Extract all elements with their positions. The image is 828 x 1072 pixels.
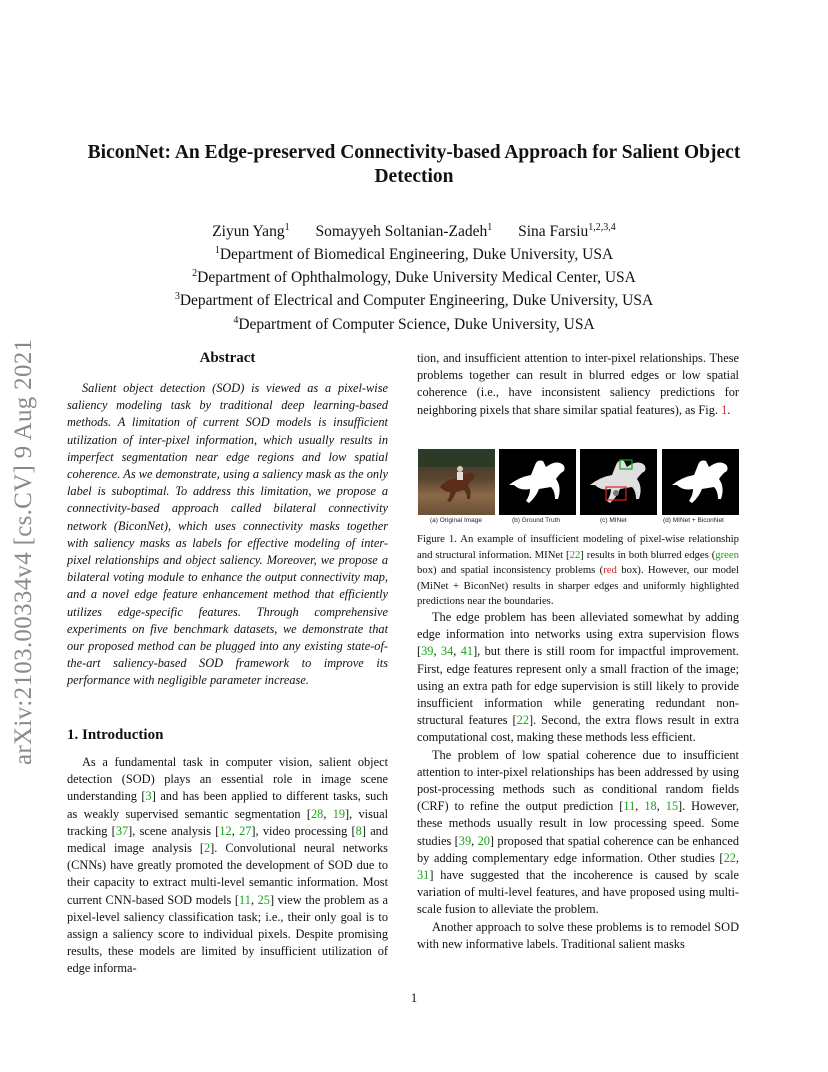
affiliation-3: $^3$Department of Electrical and Computer Engineering, Duke University, USA (174, 291, 654, 310)
citation-link[interactable]: 22 (569, 548, 581, 561)
citation-link[interactable]: 28 (310, 806, 324, 821)
right-column-body (417, 609, 739, 953)
author-3: Sina Farsiu (518, 223, 589, 241)
citation-link[interactable]: 41 (460, 644, 474, 659)
figure-panel-original (418, 449, 495, 515)
citation-link[interactable]: 31 (417, 868, 430, 883)
citation-link[interactable]: 34 (440, 644, 454, 659)
citation-link[interactable]: 20 (477, 833, 490, 848)
introduction-paragraph: As a fundamental task in computer vision, salient object detection (SOD) plays an essential role in image scene understanding [3] and has been applied to different tasks, such as weakly supervised semantic segmentation [28, 19], visual tracking [37], scene analysis [12, 27], video processing [8] and medical image analysis [2]. Convolutional neural networks (CNNs) have greatly promoted the development of SOD due to their capacity to extract multi-level semantic information. Most current CNN-based SOD models [11, 25] view the problem as a pixel-level saliency classification task; i.e., their only goal is to assign a saliency score to individual pixels. Despite promising results, these models are limited by insufficient utilization of edge informa- (67, 755, 389, 976)
author-2: Somayyeh Soltanian-Zadeh (315, 223, 488, 241)
abstract-heading: Abstract (199, 350, 256, 366)
citation-link[interactable]: 22 (516, 713, 529, 728)
citation-link[interactable]: 3 (145, 789, 152, 804)
citation-link[interactable]: 22 (723, 850, 736, 865)
paragraph-edge-problem: The edge problem has been alleviated somewhat by adding edge information into networks using extra supervision flows [39, 34, 41], but there is still room for impactful improvement. First, edge features represent only a small fraction of the image; using an extra path for edge supervision is still likely to provide insufficient information while generating redundant non-structural features [22]. Second, the extra flows result in extra computational cost, making these methods less efficient. (417, 610, 739, 745)
introduction-heading: 1. Introduction (67, 727, 164, 743)
citation-link[interactable]: 12 (219, 823, 232, 838)
citation-link[interactable]: 39 (421, 644, 434, 659)
subcaption-minet: (c) MINet (600, 517, 627, 524)
citation-link[interactable]: 11 (623, 799, 636, 814)
citation-link[interactable]: 2 (204, 841, 211, 856)
subcaption-ground-truth: (b) Ground Truth (512, 517, 561, 524)
title-line-2: Detection (374, 166, 454, 187)
figure-panel-ground-truth (499, 449, 576, 515)
citation-link[interactable]: 25 (257, 892, 270, 907)
affiliation-1: $^1$Department of Biomedical Engineering, Duke University, USA (214, 245, 614, 264)
citation-link[interactable]: 11 (239, 892, 251, 907)
citation-link[interactable]: 19 (332, 806, 346, 821)
subcaption-original: (a) Original Image (430, 517, 483, 524)
affiliation-2: $^2$Department of Ophthalmology, Duke University Medical Center, USA (192, 268, 636, 287)
figure-panel-minet (580, 449, 657, 515)
author-block (60, 218, 768, 334)
affiliation-4: $^4$Department of Computer Science, Duke University, USA (233, 314, 595, 333)
biconnet-prediction (662, 449, 739, 515)
minet-prediction (580, 449, 657, 515)
ground-truth-mask (499, 449, 576, 515)
figure-panel-biconnet (662, 449, 739, 515)
author-names: Ziyun Yang$^1$ Somayyeh Soltanian-Zadeh$^1$ Sina Farsiu$^{1,2,3,4}$ (212, 222, 616, 241)
citation-link[interactable]: 8 (355, 823, 362, 838)
right-column-intro-continuation: tion, and insufficient attention to inter-pixel relationships. These problems together can result in blurred edges or low spatial coherence (i.e., have inconsistent saliency predictions for neighboring pixels that share similar spatial features), as Fig. 1. (417, 351, 739, 417)
horse-rider-photo (418, 449, 495, 515)
subcaption-biconnet: (d) MINet + BiconNet (663, 517, 724, 524)
paragraph-remodel: Another approach to solve these problems is to remodel SOD with new informative labels. Traditional salient masks (417, 919, 739, 951)
citation-link[interactable]: 15 (665, 799, 679, 814)
figure-1 (418, 449, 740, 515)
figure-1-caption: Figure 1. An example of insufficient modeling of pixel-wise relationship and structural information. MINet [22] results in both blurred edges (green box) and spatial inconsistency problems (red box). However, our model (MiNet + BiconNet) results in sharper edges and uniformly highlighted predictions near the boundaries. (417, 533, 739, 607)
paper-title (60, 141, 768, 189)
paragraph-spatial-coherence: The problem of low spatial coherence due to insufficient attention to inter-pixel relationships has been addressed by using post-processing methods such as conditional random fields (CRF) to refine the output prediction [11, 18, 15]. However, these methods usually result in low processing speed. Some studies [39, 20] proposed that spatial coherence can be enhanced by adding complementary edge information. Other studies [22, 31] have suggested that the incoherence is caused by scale variation of multi-level features, and have proposed using multi-scale fusion to alleviate the problem. (417, 747, 740, 917)
page-number: 1 (410, 990, 418, 1005)
figure-ref-link[interactable]: 1 (721, 402, 728, 417)
arxiv-stamp: arXiv:2103.00334v4 [cs.CV] 9 Aug 2021 (10, 338, 37, 765)
author-1: Ziyun Yang (212, 223, 285, 241)
citation-link[interactable]: 39 (458, 833, 472, 848)
citation-link[interactable]: 18 (644, 799, 657, 814)
title-line-1: BiconNet: An Edge-preserved Connectivity-based Approach for Salient Object (87, 142, 741, 163)
citation-link[interactable]: 37 (115, 823, 129, 838)
abstract-text: Salient object detection (SOD) is viewed as a pixel-wise saliency modeling task by traditional deep learning-based methods. A limitation of current SOD models is insufficient utilization of inter-pixel information, which usually results in imperfect segmentation near edge regions and low spatial coherence. As we demonstrate, using a saliency mask as the only label is suboptimal. To address this limitation, we propose a connectivity-based approach called bilateral connectivity network (BiconNet), which uses connectivity masks together with saliency masks as labels for effective modeling of inter-pixel relationships and object saliency. Moreover, we propose a bilateral voting module to enhance the output connectivity map, and a novel edge feature enhancement method that efficiently utilizes edge-specific features. Through comprehensive experiments on five benchmark datasets, we demonstrate that our proposed method can be plugged into any existing state-of-the-art saliency-based SOD framework to improve its performance with negligible parameter increase. (67, 381, 388, 688)
citation-link[interactable]: 27 (239, 823, 252, 838)
